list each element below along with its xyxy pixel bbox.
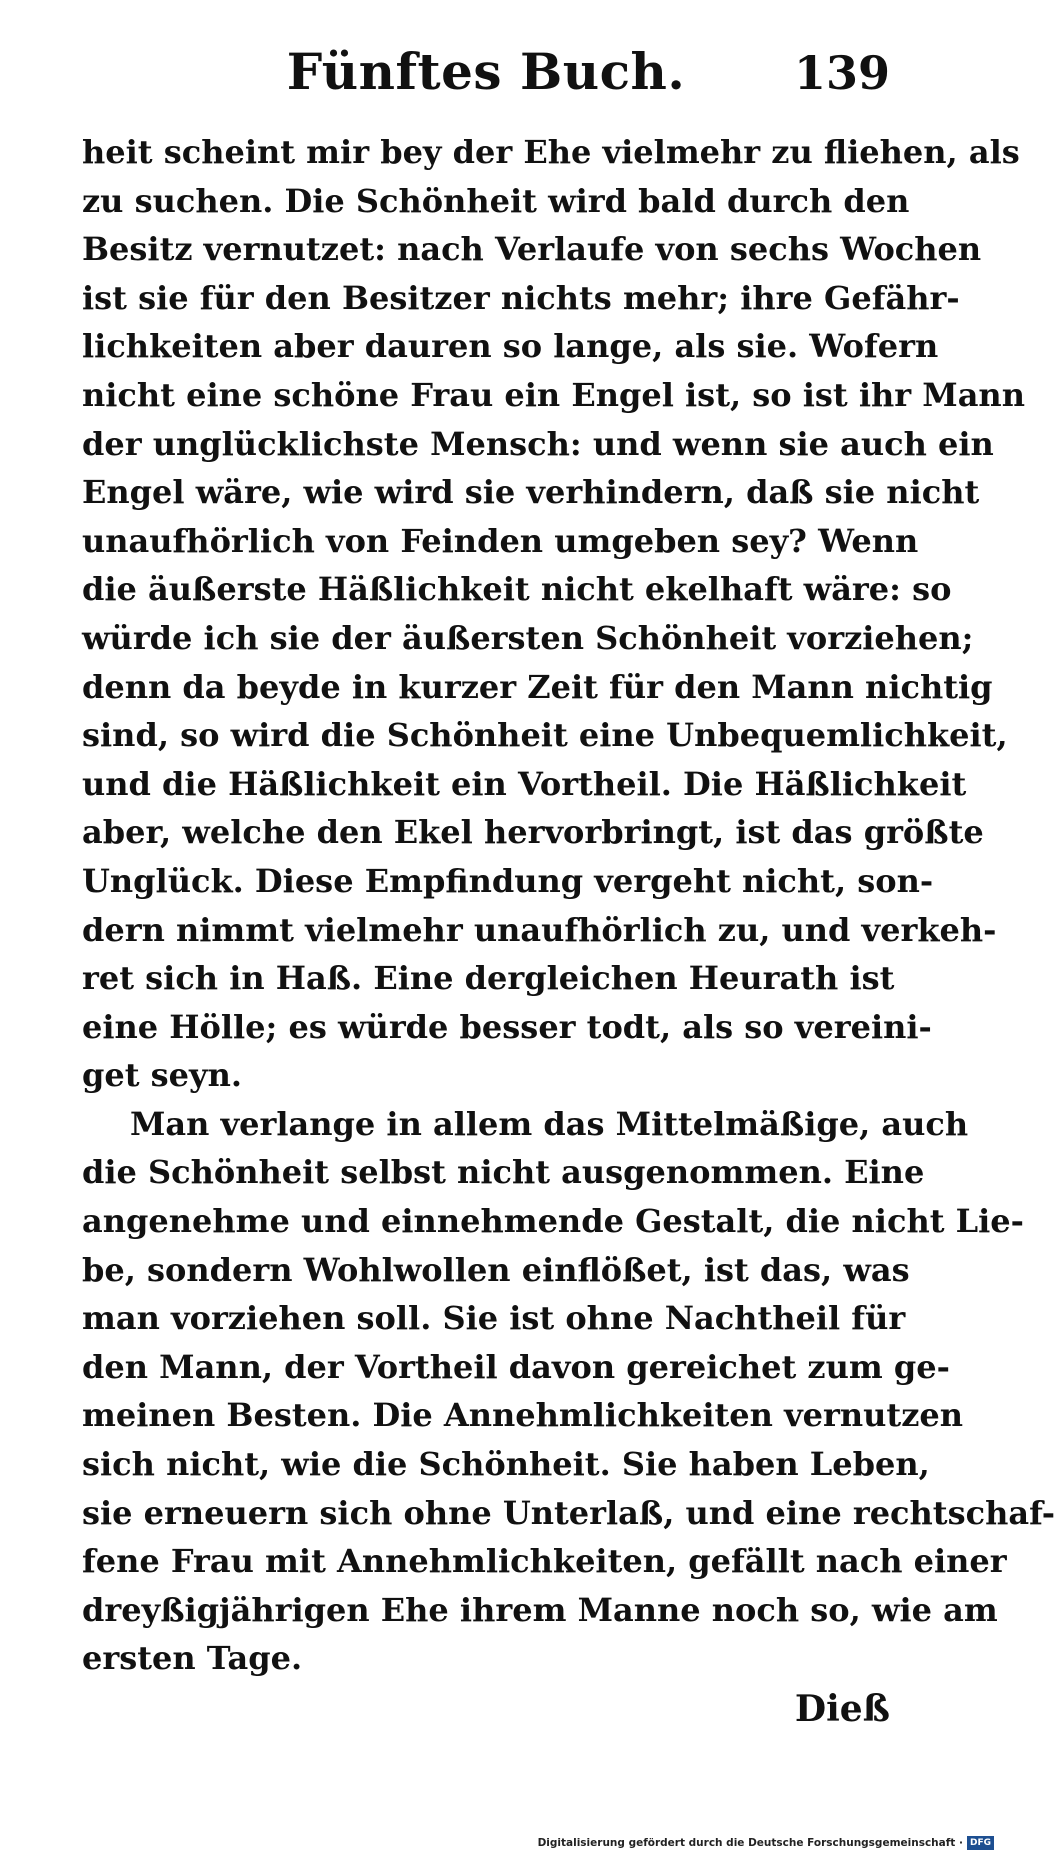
text-line: zu suchen. Die Schönheit wird bald durch den: [82, 181, 910, 220]
text-line: unaufhörlich von Feinden umgeben sey? Wenn: [82, 521, 919, 560]
text-line: meinen Besten. Die Annehmlichkeiten vernutzen: [82, 1396, 963, 1435]
digitization-footer: [538, 1836, 994, 1850]
text-line: angenehme und einnehmende Gestalt, die nicht Lie-: [82, 1202, 1024, 1241]
text-line: get seyn.: [82, 1056, 243, 1095]
text-line: eine Hölle; es würde besser todt, als so vereini-: [82, 1007, 932, 1046]
text-line: ret sich in Haß. Eine dergleichen Heurath ist: [82, 959, 895, 998]
text-line: Man verlange in allem das Mittelmäßige, auch: [130, 1104, 969, 1143]
text-line: ersten Tage.: [82, 1639, 303, 1678]
text-line: die Schönheit selbst nicht ausgenommen. Eine: [82, 1153, 925, 1192]
text-line: den Mann, der Vortheil davon gereichet zum ge-: [82, 1347, 950, 1386]
catchword: Dieß: [794, 1688, 890, 1730]
text-line: Engel wäre, wie wird sie verhindern, daß sie nicht: [82, 473, 980, 512]
text-line: dreyßigjährigen Ehe ihrem Manne noch so, wie am: [82, 1590, 998, 1629]
text-line: man vorziehen soll. Sie ist ohne Nachtheil für: [82, 1299, 906, 1338]
paragraph-1: [82, 128, 1025, 1100]
footer-credit: Digitalisierung gefördert durch die Deutsche Forschungsgemeinschaft ·: [537, 1837, 963, 1849]
text-line: denn da beyde in kurzer Zeit für den Mann nichtig: [82, 667, 993, 706]
text-line: ist sie für den Besitzer nichts mehr; ihre Gefähr-: [82, 278, 960, 317]
text-line: sich nicht, wie die Schönheit. Sie haben Leben,: [82, 1445, 930, 1484]
running-head: [82, 34, 890, 104]
text-line: der unglücklichste Mensch: und wenn sie auch ein: [82, 424, 994, 463]
text-line: und die Häßlichkeit ein Vortheil. Die Häßlichkeit: [82, 764, 967, 803]
text-line: würde ich sie der äußersten Schönheit vorziehen;: [82, 618, 974, 657]
text-line: heit scheint mir bey der Ehe vielmehr zu fliehen, als: [82, 133, 1020, 171]
text-line: Unglück. Diese Empfindung vergeht nicht, son-: [82, 861, 934, 900]
text-line: fene Frau mit Annehmlichkeiten, gefällt nach einer: [82, 1542, 1007, 1581]
text-line: nicht eine schöne Frau ein Engel ist, so ist ihr Mann: [82, 375, 1025, 414]
running-title: Fünftes Buch.: [286, 42, 686, 101]
page-number: 139: [793, 46, 890, 100]
paragraph-2: [82, 1100, 1055, 1683]
text-line: Besitz vernutzet: nach Verlaufe von sechs Wochen: [82, 230, 982, 269]
text-line: aber, welche den Ekel hervorbringt, ist das größte: [82, 813, 984, 852]
body-text: [82, 128, 1055, 1683]
text-line: lichkeiten aber dauren so lange, als sie. Wofern: [82, 327, 939, 366]
text-line: be, sondern Wohlwollen einflößet, ist das, was: [82, 1250, 910, 1289]
text-line: dern nimmt vielmehr unaufhörlich zu, und verkeh-: [82, 910, 997, 949]
text-line: die äußerste Häßlichkeit nicht ekelhaft wäre: so: [82, 570, 952, 609]
text-line: sind, so wird die Schönheit eine Unbequemlichkeit,: [82, 716, 1008, 755]
text-line: sie erneuern sich ohne Unterlaß, und eine rechtschaf-: [82, 1493, 1055, 1532]
dfg-logo: DFG: [967, 1836, 994, 1850]
